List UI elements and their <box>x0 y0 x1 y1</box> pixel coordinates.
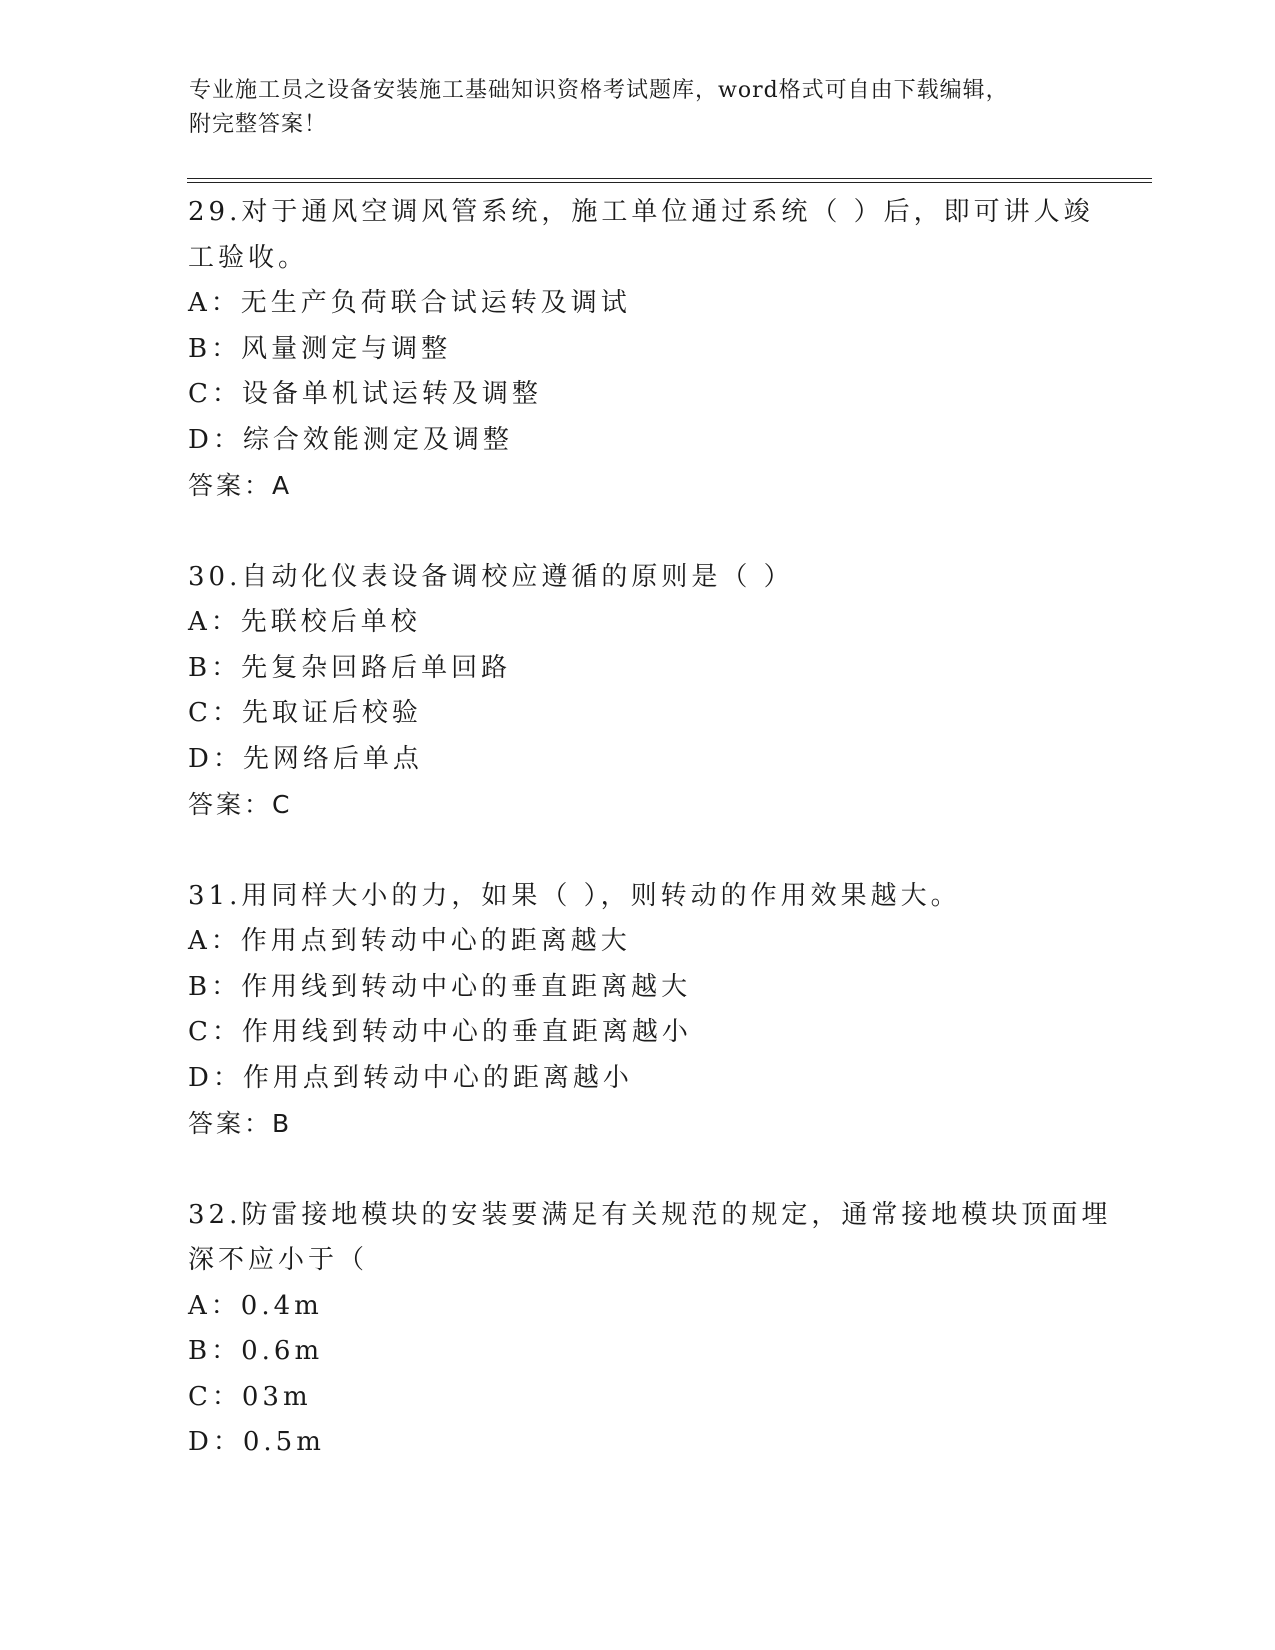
header-title-line-1: 专业施工员之设备安装施工基础知识资格考试题库，word格式可自由下载编辑， <box>189 78 1009 103</box>
option-c: C：作用线到转动中心的垂直距离越小 <box>188 1017 692 1047</box>
option-b: B：风量测定与调整 <box>188 333 452 364</box>
answer-label: 答案：A <box>188 471 293 500</box>
question-list <box>188 190 1112 1466</box>
question-spacer <box>188 1147 1088 1193</box>
option-d: D：综合效能测定及调整 <box>188 424 513 455</box>
option-a: A：0.4m <box>188 1290 323 1321</box>
option-d: D：作用点到转动中心的距离越小 <box>188 1062 633 1093</box>
question-stem: 29.对于通风空调风管系统，施工单位通过系统（ ）后，即可讲人竣 <box>188 197 1094 227</box>
option-a: A：先联校后单校 <box>188 607 421 637</box>
question-stem: 30.自动化仪表设备调校应遵循的原则是（ ） <box>188 561 794 592</box>
header-title-line-2: 附完整答案！ <box>189 112 328 137</box>
answer-label: 答案：B <box>188 1109 293 1138</box>
option-c: C：03m <box>188 1381 312 1412</box>
question-stem-continued: 深不应小于（ <box>188 1245 369 1275</box>
option-c: C：先取证后校验 <box>188 698 422 728</box>
question-32 <box>188 1193 1112 1466</box>
option-c: C：设备单机试运转及调整 <box>188 379 542 409</box>
option-a: A：作用点到转动中心的距离越大 <box>188 926 631 956</box>
question-stem: 31.用同样大小的力，如果（ ），则转动的作用效果越大。 <box>188 880 961 911</box>
option-d: D：0.5m <box>188 1427 325 1457</box>
question-stem-continued: 工验收。 <box>188 242 309 273</box>
question-spacer <box>188 509 1088 555</box>
question-30 <box>188 555 1088 828</box>
question-31 <box>188 874 1088 1147</box>
question-stem: 32.防雷接地模块的安装要满足有关规范的规定，通常接地模块顶面埋 <box>188 1199 1112 1230</box>
answer-label: 答案：C <box>188 790 293 819</box>
header-divider <box>187 178 1152 183</box>
question-29 <box>188 190 1094 509</box>
option-d: D：先网络后单点 <box>188 743 423 774</box>
option-a: A：无生产负荷联合试运转及调试 <box>188 288 631 318</box>
option-b: B：作用线到转动中心的垂直距离越大 <box>188 971 692 1002</box>
document-header <box>189 74 1089 142</box>
question-spacer <box>188 828 1088 874</box>
option-b: B：先复杂回路后单回路 <box>188 652 512 683</box>
option-b: B：0.6m <box>188 1336 324 1366</box>
